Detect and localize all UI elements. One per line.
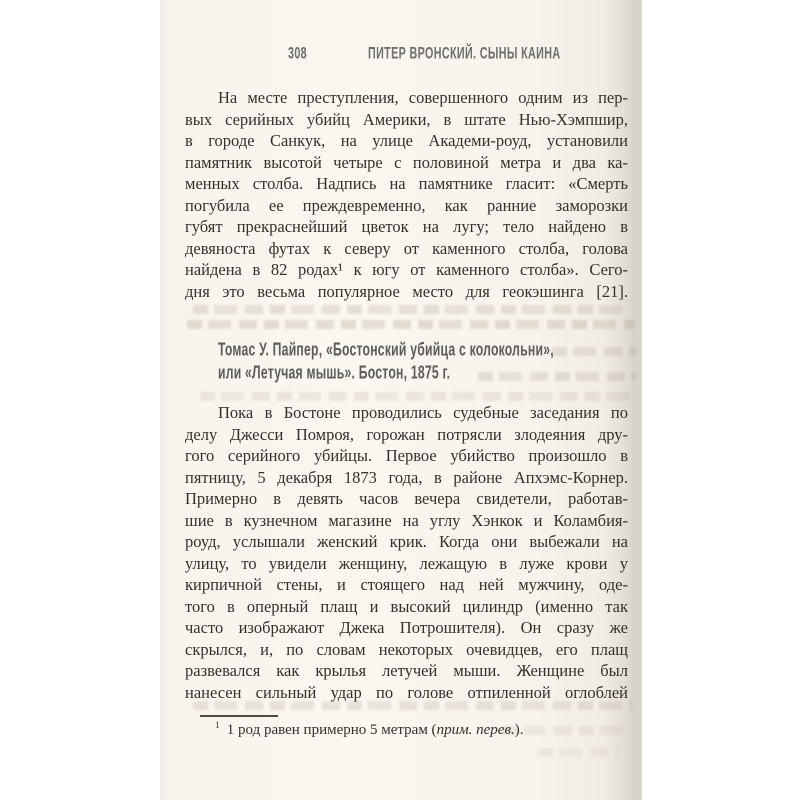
running-title <box>368 46 628 63</box>
body-line: найдена в 82 родах¹ к югу от каменного столба». Сего- <box>185 260 628 279</box>
body-line: улицу, то увидели женщину, лежащую в луже крови у <box>185 553 628 573</box>
body-line: часто изображают Джека Потрошителя). Он сразу же <box>185 618 628 637</box>
footnote-italic-text: прим. перев. <box>436 722 515 738</box>
body-line: пятницу, 5 декабря 1873 года, в районе Апхэмс-Корнер. <box>185 467 628 487</box>
bleed-through-text <box>193 305 629 314</box>
body-line: развевался как крылья летучей мыши. Женщине был <box>185 661 628 680</box>
footnote-text-end: ). <box>514 722 524 738</box>
body-line: губят прекраснейший цветок на лугу; тело найдено в <box>185 217 628 236</box>
body-line: На месте преступления, совершенного одним из пер- <box>218 88 628 107</box>
section-heading <box>218 340 672 386</box>
paragraph-2 <box>185 402 628 703</box>
section-heading-line: или «Летучая мышь». Бостон, 1875 г. <box>218 362 451 384</box>
body-line: делу Джесси Помроя, горожан потрясли злодеяния дру- <box>185 424 628 444</box>
body-line: скрылся, и, по словам некоторых очевидцев, его плащ <box>185 639 628 659</box>
body-line: дня это весьма популярное место для геокэшинга [21]. <box>185 281 628 301</box>
bleed-through-text <box>538 748 618 757</box>
section-heading-line: Томас У. Пайпер, «Бостонский убийца с колокольни», <box>218 339 554 361</box>
bleed-through-text <box>187 320 635 329</box>
body-line: девяноста футах к северу от каменного столба, голова <box>185 238 628 258</box>
page-number <box>288 46 314 63</box>
body-line: менных столба. Надпись на памятнике гласит: «Смерть <box>185 174 628 193</box>
body-line: в городе Санкук, на улице Академи-роуд, установили <box>185 131 628 150</box>
body-line: памятник высотой четыре с половиной метра и два ка- <box>185 152 628 172</box>
bleed-through-text <box>200 392 630 401</box>
paragraph-1 <box>185 87 628 302</box>
body-line: вых серийных убийц Америки, в штате Нью-Хэмпшир, <box>185 109 628 129</box>
footnote <box>185 721 628 739</box>
body-line: Пока в Бостоне проводились судебные заседания по <box>218 403 628 422</box>
footnote-marker: 1 <box>215 721 220 731</box>
body-line: нанесен сильный удар по голове отпиленной оглоблей <box>185 682 628 702</box>
page-number-text: 308 <box>288 44 308 64</box>
footnote-divider <box>200 715 278 717</box>
body-line: того в оперный плащ и высокий цилиндр (именно так <box>185 596 628 616</box>
body-line: кирпичной стены, и стоящего над ней мужчину, оде- <box>185 575 628 594</box>
body-line: гого серийного убийцы. Первое убийство произошло в <box>185 446 628 465</box>
running-title-text: ПИТЕР ВРОНСКИЙ. СЫНЫ КАИНА <box>368 44 561 64</box>
body-line: шие в кузнечном магазине на углу Хэнкок и Коламбия- <box>185 510 628 530</box>
body-line: роуд, услышали женский крик. Когда они выбежали на <box>185 532 628 551</box>
book-page <box>160 0 642 800</box>
body-line: погубила ее преждевременно, как ранние заморозки <box>185 195 628 215</box>
footnote-text: 1 род равен примерно 5 метрам ( <box>226 722 437 738</box>
body-line: Примерно в девять часов вечера свидетели, работав- <box>185 489 628 508</box>
